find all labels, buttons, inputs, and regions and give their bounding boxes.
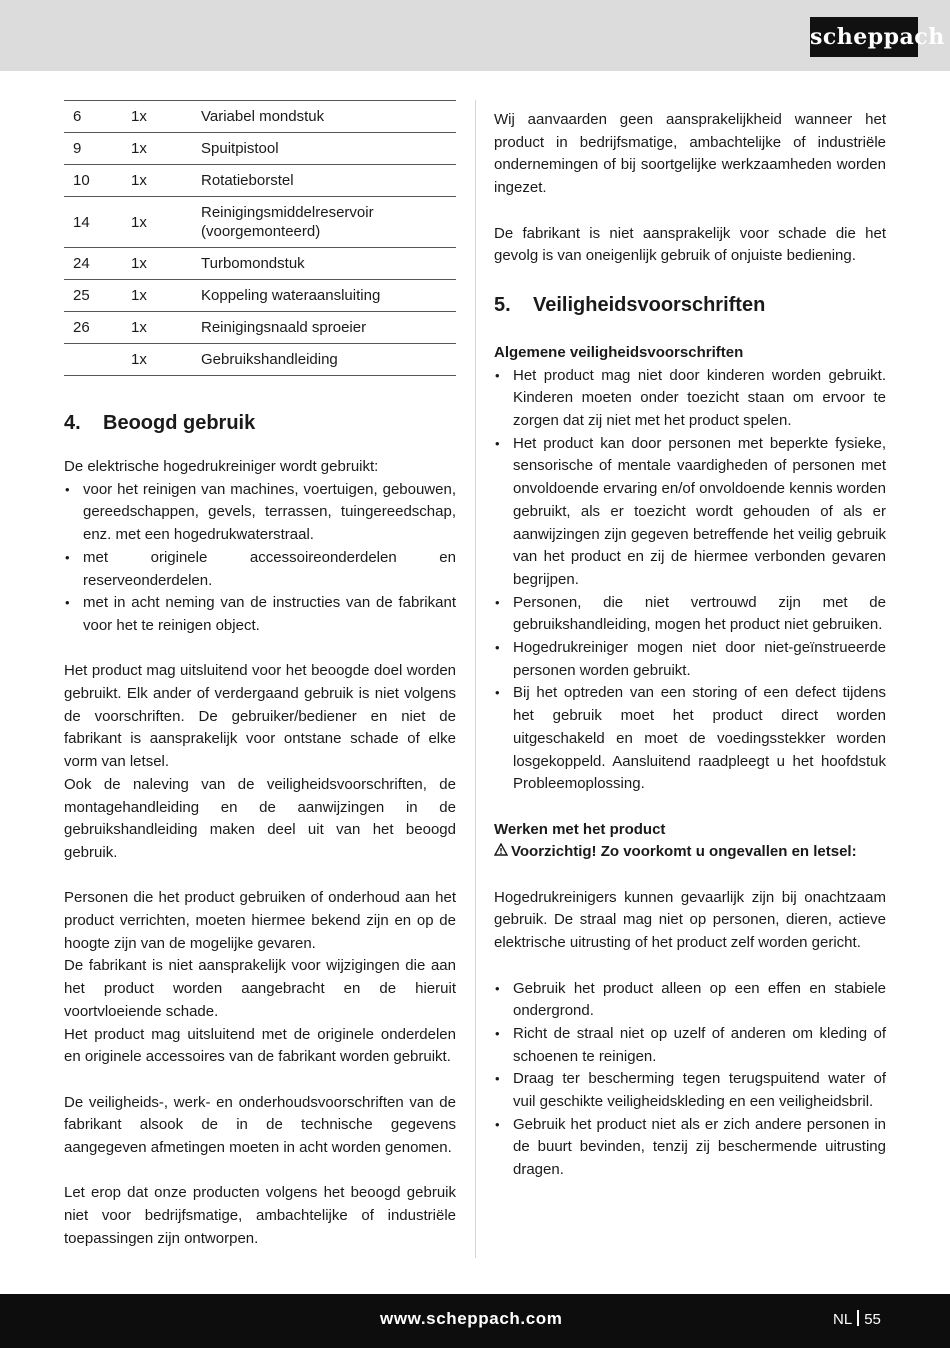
list-item: • Hogedrukreiniger mogen niet door niet-geïnstrueerde personen worden gebruikt. xyxy=(494,637,886,682)
list-item: • voor het reinigen van machines, voertuigen, gebouwen, gereedschappen, gevels, terrassen, tuingereedschap, enz. met een hogedrukwaterstraal. xyxy=(64,479,456,547)
section-heading-5 xyxy=(494,292,886,318)
general-safety-list xyxy=(494,365,886,796)
part-description: Rotatieborstel xyxy=(192,165,456,197)
list-item: • met originele accessoireonderdelen en reserveonderdelen. xyxy=(64,547,456,592)
warning-line xyxy=(494,841,886,864)
part-quantity: 1x xyxy=(122,280,192,312)
section-number: 5. xyxy=(494,293,511,316)
column-divider xyxy=(475,100,476,1258)
section-title: Veiligheidsvoorschriften xyxy=(533,293,766,316)
subheading: Werken met het product xyxy=(494,820,666,838)
table-row xyxy=(64,248,456,280)
table-row xyxy=(64,133,456,165)
part-quantity: 1x xyxy=(122,344,192,376)
part-number: 14 xyxy=(64,197,122,248)
part-description: Spuitpistool xyxy=(192,133,456,165)
warning-triangle-icon xyxy=(494,841,511,864)
part-description: Variabel mondstuk xyxy=(192,101,456,133)
scheppach-logo: scheppach xyxy=(810,17,918,57)
list-item: • Het product mag niet door kinderen worden gebruikt. Kinderen moeten onder toezicht staan om ervoor te zorgen dat zij niet met het product spelen. xyxy=(494,365,886,433)
left-column xyxy=(64,100,456,1251)
paragraph: Wij aanvaarden geen aansprakelijkheid wanneer het product in bedrijfsmatige, ambachtelijke of industriële ondernemingen of bij soortgelijke werkzaamheden worden ingezet. xyxy=(494,111,886,197)
list-item: • Bij het optreden van een storing of een defect tijdens het gebruik moet het product direct worden uitgeschakeld en moet de voedingsstekker worden losgekoppeld. Aansluitend raadpleegt u het hoofdstuk Probleemoplossing. xyxy=(494,682,886,796)
paragraph: Hogedrukreinigers kunnen gevaarlijk zijn bij onachtzaam gebruik. De straal mag niet op personen, dieren, actieve elektrische uitrusting of het product zelf worden gericht. xyxy=(494,888,886,952)
paragraph: De veiligheids-, werk- en onderhoudsvoorschriften van de fabrikant alsook de in de technische gegevens aangegeven afmetingen moeten in acht worden genomen. xyxy=(64,1093,456,1157)
part-number: 6 xyxy=(64,101,122,133)
work-safety-list xyxy=(494,978,886,1182)
list-item: • Personen, die niet vertrouwd zijn met de gebruikshandleiding, mogen het product niet gebruiken. xyxy=(494,592,886,637)
paragraph: De fabrikant is niet aansprakelijk voor wijzigingen die aan het product worden aangebracht en de hieruit voortvloeiende schade. xyxy=(64,957,456,1020)
list-item: • Gebruik het product niet als er zich andere personen in de buurt bevinden, tenzij zij beschermende uitrusting dragen. xyxy=(494,1114,886,1182)
part-quantity: 1x xyxy=(122,133,192,165)
table-row xyxy=(64,312,456,344)
part-number: 10 xyxy=(64,165,122,197)
table-row xyxy=(64,197,456,248)
page-indicator xyxy=(833,1310,881,1328)
part-quantity: 1x xyxy=(122,197,192,248)
language-code: NL xyxy=(833,1311,853,1328)
paragraph: Ook de naleving van de veiligheidsvoorschriften, de montagehandleiding en de aanwijzingen in de gebruikshandleiding maken deel uit van het beoogd gebruik. xyxy=(64,775,456,861)
part-quantity: 1x xyxy=(122,248,192,280)
table-row xyxy=(64,280,456,312)
list-item: • Gebruik het product alleen op een effen en stabiele ondergrond. xyxy=(494,978,886,1023)
part-number: 24 xyxy=(64,248,122,280)
table-row xyxy=(64,165,456,197)
paragraph: Het product mag uitsluitend voor het beoogde doel worden gebruikt. Elk ander of verdergaand gebruik is niet volgens de voorschriften. De gebruiker/bediener en niet de fabrikant is aansprakelijk voor ontstane schade of elke vorm van letsel. xyxy=(64,662,456,771)
right-column xyxy=(494,100,886,1182)
part-description: Reinigingsmiddelreservoir (voorgemonteerd) xyxy=(192,197,456,248)
parts-table xyxy=(64,100,456,376)
part-number: 25 xyxy=(64,280,122,312)
part-description: Reinigingsnaald sproeier xyxy=(192,312,456,344)
list-item: • Draag ter bescherming tegen terugspuitend water of vuil geschikte veiligheidskleding en een veiligheidsbril. xyxy=(494,1068,886,1113)
part-quantity: 1x xyxy=(122,101,192,133)
list-item: • met in acht neming van de instructies van de fabrikant voor het te reinigen object. xyxy=(64,592,456,637)
part-quantity: 1x xyxy=(122,165,192,197)
website-link[interactable]: www.scheppach.com xyxy=(380,1309,563,1328)
part-number: 9 xyxy=(64,133,122,165)
paragraph: Let erop dat onze producten volgens het beoogd gebruik niet voor bedrijfsmatige, ambachtelijke of industriële toepassingen zijn ontworpen. xyxy=(64,1184,456,1247)
part-description: Turbomondstuk xyxy=(192,248,456,280)
page-number: 55 xyxy=(864,1311,881,1328)
part-description: Koppeling wateraansluiting xyxy=(192,280,456,312)
paragraph: De fabrikant is niet aansprakelijk voor schade die het gevolg is van oneigenlijk gebruik of onjuiste bediening. xyxy=(494,224,886,265)
intro-text: De elektrische hogedrukreiniger wordt gebruikt: xyxy=(64,458,379,475)
paragraph: Personen die het product gebruiken of onderhoud aan het product verrichten, moeten hiermee bekend zijn en op de hoogte zijn van de mogelijke gevaren. xyxy=(64,889,456,952)
paragraph: Het product mag uitsluitend met de originele onderdelen en originele accessoires van de fabrikant worden gebruikt. xyxy=(64,1025,456,1066)
table-row xyxy=(64,101,456,133)
part-description: Gebruikshandleiding xyxy=(192,344,456,376)
section-heading-4 xyxy=(64,410,456,436)
list-item: • Het product kan door personen met beperkte fysieke, sensorische of mentale vaardigheden of personen met onvoldoende ervaring en/of onvoldoende kennis worden gebruikt, als er toezicht wordt gehouden of als er aanwijzingen zijn gegeven betreffende het veilig gebruik van het product en zij de hiermee verbonden gevaren begrijpen. xyxy=(494,433,886,592)
warning-text: Voorzichtig! Zo voorkomt u ongevallen en letsel: xyxy=(511,843,857,861)
subheading: Algemene veiligheidsvoorschriften xyxy=(494,343,744,361)
header-bar xyxy=(0,0,950,71)
part-number xyxy=(64,344,122,376)
footer-bar xyxy=(0,1294,950,1348)
usage-list xyxy=(64,479,456,638)
part-quantity: 1x xyxy=(122,312,192,344)
section-number: 4. xyxy=(64,412,81,434)
list-item: • Richt de straal niet op uzelf of anderen om kleding of schoenen te reinigen. xyxy=(494,1023,886,1068)
table-row xyxy=(64,344,456,376)
part-number: 26 xyxy=(64,312,122,344)
section-title: Beoogd gebruik xyxy=(103,412,256,434)
separator xyxy=(857,1310,859,1326)
